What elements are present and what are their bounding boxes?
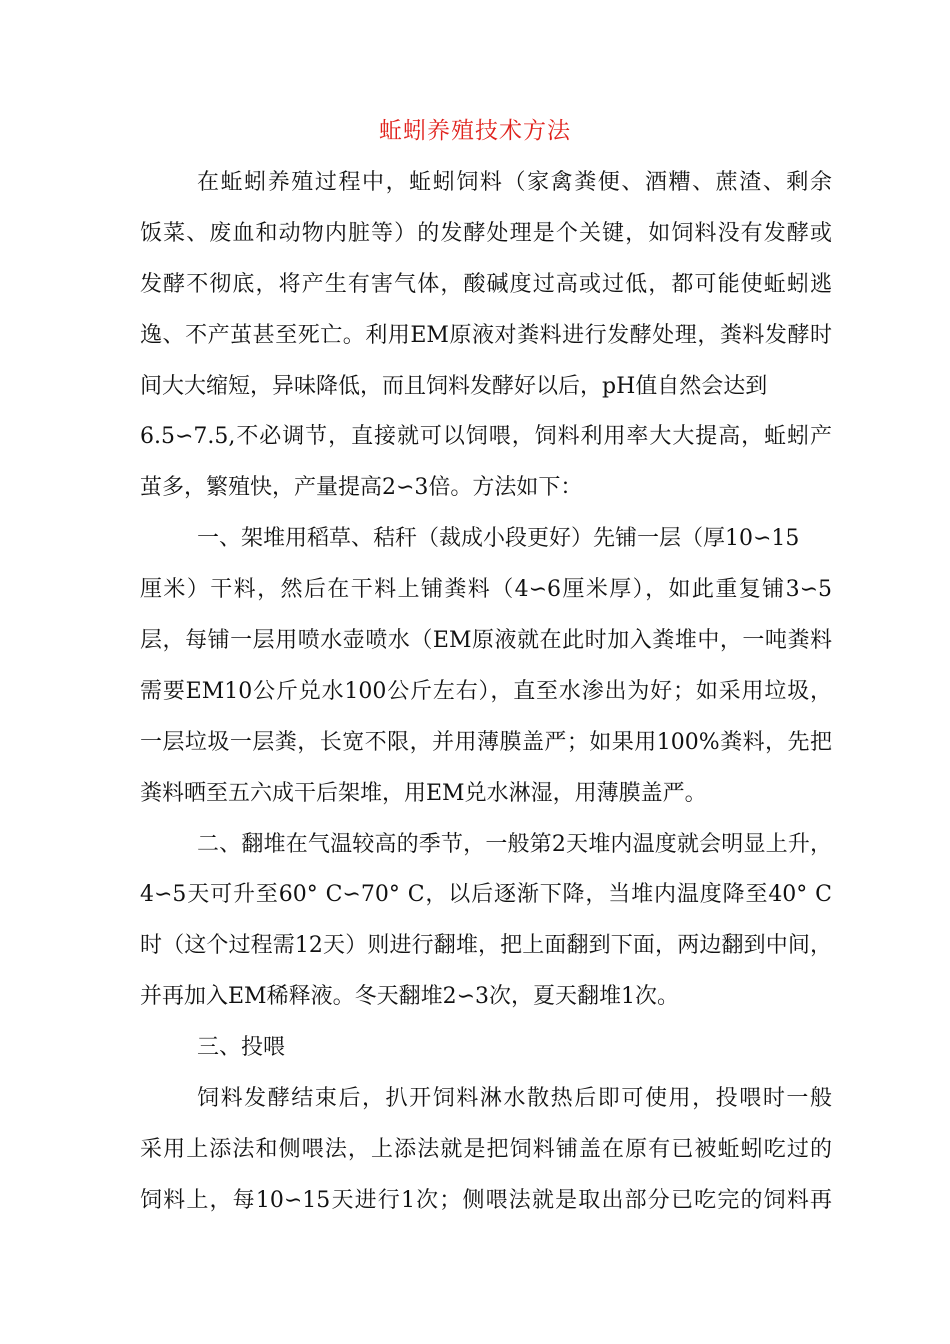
text-line: 在蚯蚓养殖过程中，蚯蚓饲料（家禽粪便、酒糟、蔗渣、剩余 <box>197 170 832 195</box>
text-line: 并再加入EM稀释液。冬天翻堆2∽3次，夏天翻堆1次。 <box>140 984 680 1010</box>
text-line: 饲料上，每10∽15天进行1次；侧喂法就是取出部分已吃完的饲料再 <box>140 1187 832 1213</box>
text-line: 粪料晒至五六成干后架堆，用EM兑水淋湿，用薄膜盖严。 <box>140 780 707 806</box>
text-line: 时（这个过程需12天）则进行翻堆，把上面翻到下面，两边翻到中间， <box>140 933 832 959</box>
text-line: 层，每铺一层用喷水壶喷水（EM原液就在此时加入粪堆中，一吨粪料 <box>140 628 832 654</box>
text-line: 一层垃圾一层粪，长宽不限，并用薄膜盖严；如果用100%粪料，先把 <box>140 729 832 755</box>
text-line: 饭菜、废血和动物内脏等）的发酵处理是个关键，如饲料没有发酵或 <box>140 220 832 246</box>
text-line: 饲料发酵结束后，扒开饲料淋水散热后即可使用，投喂时一般 <box>197 1086 832 1112</box>
text-line: 一、架堆用稻草、秸秆（裁成小段更好）先铺一层（厚10∽15 <box>197 526 800 552</box>
text-line: 二、翻堆在气温较高的季节，一般第2天堆内温度就会明显上升， <box>197 831 832 857</box>
text-line: 厘米）干料，然后在干料上铺粪料（4∽6厘米厚），如此重复铺3∽5 <box>140 577 832 603</box>
text-line: 采用上添法和侧喂法，上添法就是把饲料铺盖在原有已被蚯蚓吃过的 <box>140 1136 832 1162</box>
text-line: 4∽5天可升至60° C∽70° C，以后逐渐下降，当堆内温度降至40° C <box>140 882 832 908</box>
text-line: 需要EM10公斤兑水100公斤左右），直至水渗出为好；如采用垃圾， <box>140 678 832 704</box>
document-body <box>140 158 832 1227</box>
text-line: 茧多，繁殖快，产量提高2∽3倍。方法如下： <box>140 475 583 501</box>
text-line: 发酵不彻底，将产生有害气体，酸碱度过高或过低，都可能使蚯蚓逃 <box>140 271 832 297</box>
text-line: 逸、不产茧甚至死亡。利用EM原液对粪料进行发酵处理，粪料发酵时 <box>140 322 832 348</box>
text-line: 6.5∽7.5,不必调节，直接就可以饲喂，饲料利用率大大提高，蚯蚓产 <box>140 424 832 450</box>
document-title: 蚯蚓养殖技术方法 <box>379 118 571 144</box>
text-line: 三、投喂 <box>197 1035 286 1061</box>
text-line: 间大大缩短，异味降低，而且饲料发酵好以后，pH值自然会达到 <box>140 373 768 399</box>
